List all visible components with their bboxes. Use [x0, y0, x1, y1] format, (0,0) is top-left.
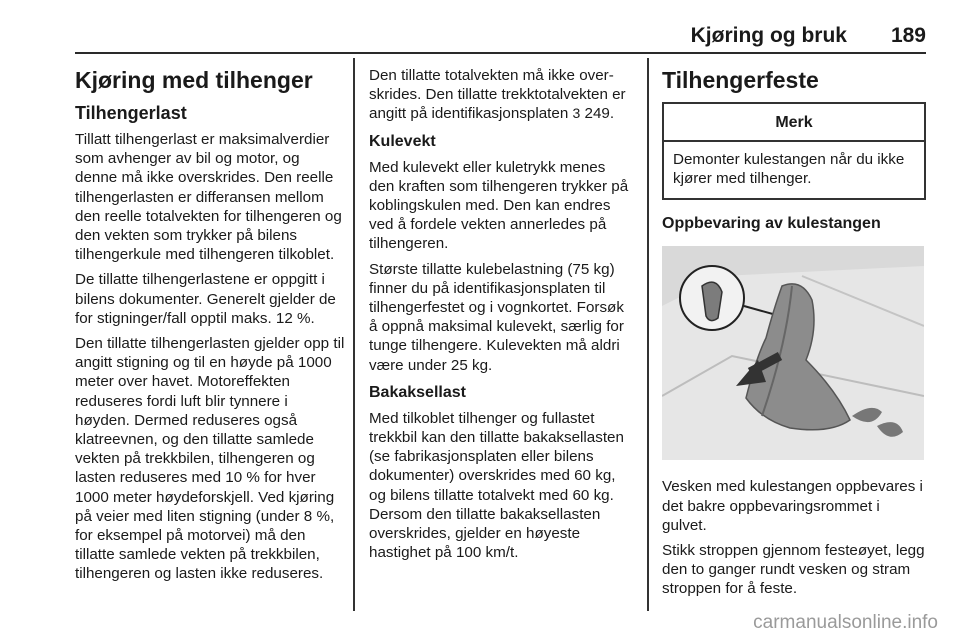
page-number: 189	[890, 24, 926, 47]
paragraph: Tillatt tilhengerlast er maksimalverdier som avhenger av bil og motor, og denne må ikke overskrides. Den reelle tilhengerlasten er differansen mellom den reelle totalvekten for tilhengeren og den vekten som trykker på bilens tilhengerkule med tilhengeren tilkoblet.	[75, 131, 342, 264]
column-3	[662, 62, 926, 605]
section-heading-tilhengerlast: Tilhengerlast	[75, 103, 187, 123]
column-divider-1	[353, 58, 355, 611]
chapter-heading-tilhengerfeste: Tilhengerfeste	[662, 67, 819, 93]
section-heading-oppbevaring: Oppbevaring av kulestangen	[662, 215, 881, 233]
column-1	[75, 62, 345, 590]
paragraph: De tillatte tilhengerlastene er oppgitt i bilens dokumenter. Generelt gjelder de for stigninger/fall opptil maks. 12 %.	[75, 271, 336, 327]
chapter-heading: Kjøring med tilhenger	[75, 67, 313, 93]
paragraph: Med kulevekt eller kuletrykk menes den kraften som tilhengeren trykker på koblingskulen med. Den kan endres ved å fordele vekten annerledes på tilhengeren.	[369, 158, 629, 253]
page-header	[620, 18, 926, 48]
section-heading-kulevekt: Kulevekt	[369, 132, 436, 150]
watermark: carmanualsonline.info	[753, 612, 938, 633]
paragraph: Den tillatte tilhengerlasten gjelder opp til angitt stigning og til en høyde på 1000 meter over havet. Motoreffekten reduseres fordi luft blir tynnere i høyden. Dermed reduseres også klatreevnen, og den tillatte samlede vekten på trekkbilen, tilhengeren og lasten reduseres med 10 % for hver 1000 meter høydeforskjell. Ved kjøring på veier med liten stigning (under 8 %, for eksempel på motorvei) må den tillatte samlede vekten på trekkbilen, tilhengeren og lasten ikke reduseres.	[75, 335, 345, 583]
page-reference[interactable]: 249.	[584, 105, 615, 123]
section-title: Kjøring og bruk	[690, 24, 847, 47]
paragraph	[369, 66, 633, 124]
paragraph: Med tilkoblet tilhenger og fullastet trekkbil kan den tillatte bakaksellasten (se fabrikasjonsplaten eller bilens dokumenter) overskrides med 60 kg, og bilens tillatte totalvekt med 60 kg. Dersom den tillatte bakaksellasten overskrides, gjelder en høyeste hastighet på 100 km/t.	[369, 409, 624, 562]
paragraph: Stikk stroppen gjennom festeøyet, legg den to ganger rundt vesken og stram stroppen for å feste.	[662, 542, 925, 598]
note-box	[662, 102, 926, 200]
towbar-storage-illustration	[662, 246, 924, 460]
section-heading-bakaksellast: Bakaksellast	[369, 383, 466, 401]
note-body: Demonter kulestangen når du ikke kjører med tilhenger.	[673, 151, 905, 188]
header-rule	[75, 52, 926, 54]
column-2	[369, 66, 633, 568]
paragraph: Største tillatte kulebelastning (75 kg) finner du på identifikasjonsplaten til tilhengerfestet og i vognkortet. Forsøk å oppnå maksimal kulevekt, særlig for tunge tilhengere. Kulevekten må aldri være under 25 kg.	[369, 260, 624, 374]
note-title: Merk	[664, 104, 924, 142]
paragraph: Vesken med kulestangen oppbevares i det bakre oppbevaringsrommet i gulvet.	[662, 478, 923, 534]
column-divider-2	[647, 58, 649, 611]
page-reference-arrow-icon: 3	[572, 105, 581, 122]
paragraph-text: Den tillatte totalvekten må ikke overskrides. Den tillatte trekktotalvekten er angitt på identifikasjonsplaten	[369, 67, 626, 123]
